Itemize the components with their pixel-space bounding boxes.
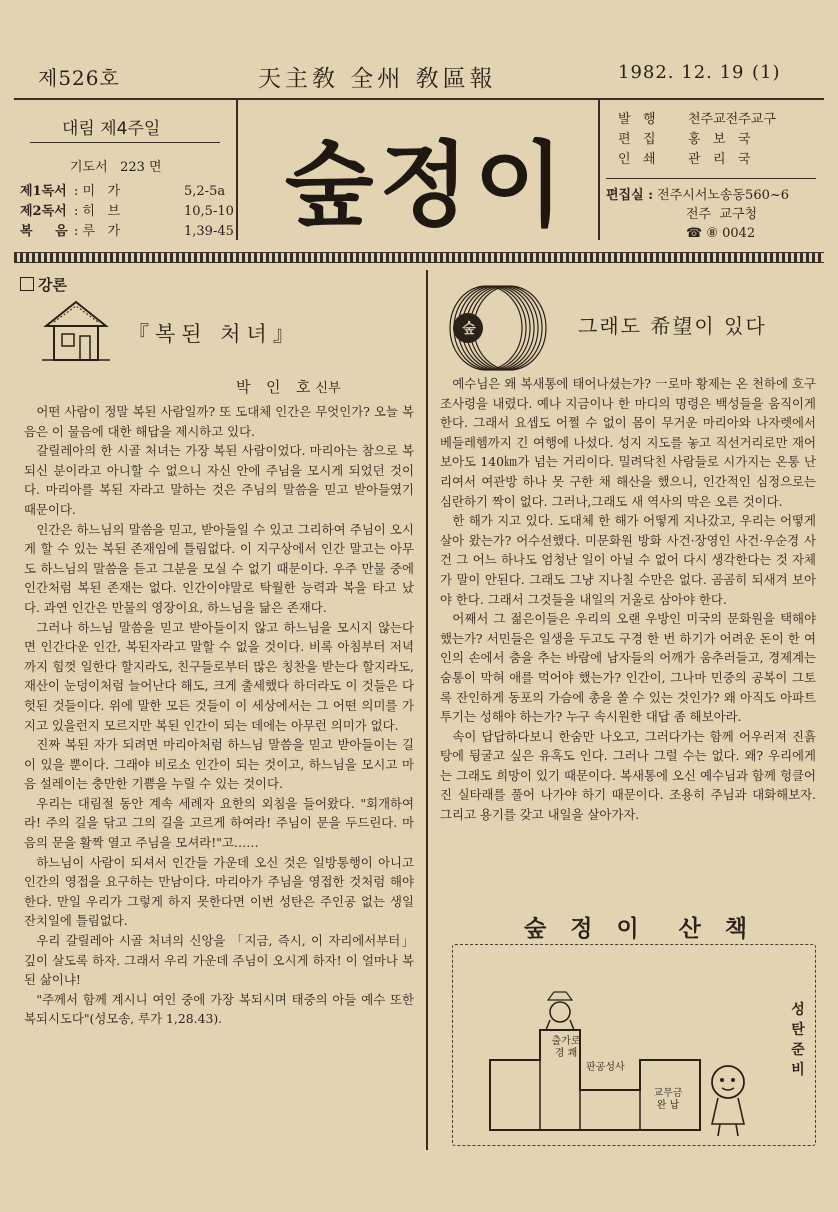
essay-body — [440, 374, 816, 825]
office-address: 전주시서노송동560~6 — [657, 188, 790, 203]
paragraph: 하느님이 사람이 되셔서 인간들 가운데 오신 것은 일방통행이 아니고 인간의 영접을 요구하는 만남이다. 마리아가 주님을 영접한 것처럼 해야 한다. 만일 우리가 그렇게 하지 못한다면 이번 성탄은 주인공 없는 생일잔치일에 틀림없다. — [24, 854, 414, 929]
masthead-stripe — [14, 252, 824, 263]
sermon-body — [24, 402, 414, 1029]
publisher-role: 인 쇄 — [618, 152, 656, 167]
paragraph: 그러나 하느님 말씀을 믿고 받아들이지 않고 하느님을 모시지 않는다면 인간다운 인간, 복된자라고 말할 수 없을 것이다. 비록 아침부터 저녁까지 힘껏 일한다 할지라도, 친구들로부터 많은 칭찬을 받는다 할지라도, 재산이 눈덩이처럼 늘어난다 해도, 크게 출세했다 하더라도 이 것들은 다 헛된 것들이다. 위에 말한 모든 것들이 이 세상에서는 그 어떤 의미를 가지고 있을런지 모르지만 복된 인간이 되는 데에는 아무런 의미가 없다. — [24, 619, 414, 733]
cartoon-title: 숲 정 이 산 책 — [524, 916, 756, 942]
reading-label: 제1독서 — [20, 184, 67, 199]
section-name: 강론 — [38, 276, 67, 294]
week-rule — [30, 142, 220, 143]
reading-book: : 루 가 — [74, 224, 121, 239]
reading-book: : 미 가 — [74, 184, 121, 199]
author-role: 신부 — [315, 381, 341, 396]
section-label — [20, 274, 67, 295]
publisher-name: 홍 보 국 — [688, 132, 751, 147]
reading-ref: 1,39-45 — [184, 224, 234, 239]
paragraph: 인간은 하느님의 말씀을 믿고, 받아들일 수 있고 그리하여 주님이 오시게 할 수 있는 복된 존재임에 틀림없다. 이 지구상에서 인간 말고는 아무도 하느님의 말씀을 듣고 그분을 모실 수 없기 때문이다. 우주 만물 중에 인간처럼 복된 존재는 없다. 인간이야말로 탁월한 능력과 복을 타고 났다. 과연 인간은 만물의 영장이요, 하느님을 닮은 존재다. — [24, 521, 414, 615]
column-divider — [426, 270, 428, 1150]
publisher-row — [618, 130, 776, 150]
paragraph: 예수님은 왜 복새통에 태어나셨는가? 一로마 황제는 온 천하에 호구 조사령을 내렸다. 예나 지금이나 한 마디의 명령은 백성들을 움직이게 한다. 그래서 요셉도 어쩔 수 없이 몸이 무거운 마리아와 나자렛에서 베들레헴까지 긴 여행에 나섰다. 성지 지도를 놓고 직선거리로만 재어 보아도 140㎞가 넘는 거리이다. 밀려닥친 사람들로 시가지는 온통 난리여서 여관방 하나 못 구한 채 해산을 했으니, 인간적인 심정으로는 심란하기 짝이 없다. 그러나,그래도 새 역사의 막은 오른 것이다. — [440, 376, 816, 509]
article-title: 『복된 처녀』 — [128, 322, 300, 346]
masthead-title: 숲정이 — [284, 132, 570, 239]
publisher-role: 편 집 — [618, 132, 656, 147]
issue-number: 제526호 — [38, 66, 120, 90]
publisher-rule — [606, 178, 816, 179]
publisher-name: 천주교전주교구 — [688, 112, 776, 127]
prayer-book-page: 기도서 223 면 — [70, 160, 162, 175]
reading-label: 복 음 — [20, 224, 68, 239]
checkbox-icon — [20, 277, 34, 291]
office-address-2: 전주 교구청 — [686, 207, 758, 222]
publisher-role: 발 행 — [618, 112, 656, 127]
reading-book: : 히 브 — [74, 204, 121, 219]
masthead-right-divider — [598, 100, 600, 240]
page-number: (1) — [752, 62, 781, 83]
author-name: 박 인 호 — [236, 378, 313, 396]
essay-title: 그래도 希望이 있다 — [578, 314, 767, 338]
reading-ref: 5,2-5a — [184, 184, 226, 199]
paragraph: "주께서 함께 계시니 여인 중에 가장 복되시며 태중의 아들 예수 또한 복되시도다"(성모송, 루가 1,28.43). — [24, 991, 414, 1027]
step-label-confession-top: 출가로 경 쾌 — [551, 1036, 581, 1059]
paragraph: 갈릴레아의 한 시골 처녀는 가장 복된 사람이었다. 마리아는 참으로 복되신 분이라고 아니할 수 없으니 자신 안에 주님을 모시게 되었던 것이다. 마리아를 복된 자라고 말하는 것은 주님의 말씀을 믿고 받아들였기 때문이다. — [24, 443, 414, 517]
paragraph: 속이 답답하다보니 한숨만 나오고, 그러다가는 함께 어우러져 진흙탕에 뒹굴고 싶은 유혹도 인다. 그러나 그럴 수는 없다. 왜? 우리에게는 그래도 희망이 있기 때문이다. 복새통에 오신 예수님과 함께 헝클어진 실타래를 풀어 나가야 하기 때문이다. 조용히 주님과 대화해보자. 그리고 용기를 갖고 내일을 살아가자. — [440, 728, 816, 823]
liturgical-week: 대림 제4주일 — [62, 119, 161, 139]
house-icon — [40, 298, 112, 364]
reading-gospel — [20, 220, 234, 239]
reading-2 — [20, 200, 234, 219]
paragraph: 어째서 그 젊은이들은 우리의 오랜 우방인 미국의 문화원을 택해야 했는가? 서민들은 일생을 두고도 구경 한 번 하기가 어려운 돈이 한 여인의 손에서 춤을 추는 바람에 남자들의 어깨가 움추러들고, 경제계는 숨통이 막혀 애를 먹어야 했는가? 인간이, 그나마 민중의 공복이 그토록 잔인하게 동포의 가슴에 총을 쏠 수 있는 것인가? 왜 아직도 아파트 투기는 성해야 하는가? 누구 속시원한 대답 좀 해보아라. — [440, 611, 816, 725]
paragraph: 우리는 대림절 동안 계속 세례자 요한의 외침을 들어왔다. "회개하여라! 주의 길을 닦고 그의 길을 고르게 하여라! 주님이 문을 두드린다. 마음의 문을 활짝 열고 주님을 모셔라!"고…… — [24, 795, 414, 851]
publisher-row — [618, 150, 776, 170]
paragraph: 우리 갈릴레아 시골 처녀의 신앙을 「지금, 즉시, 이 자리에서부터」 깊이 살도록 하자. 그래서 우리 가운데 주님이 오시게 하자! 이 얼마나 복된 삶이냐! — [24, 933, 414, 988]
reading-1 — [20, 180, 225, 199]
paragraph: 진짜 복된 자가 되려면 마리아처럼 하느님 말씀을 믿고 받아들이는 길이 있을 뿐이다. 그래야 비로소 인간이 되는 것이고, 하느님을 모시고 마음 설레이는 충만한 기쁨을 누릴 수 있는 것이다. — [24, 737, 414, 792]
editorial-office — [606, 186, 789, 205]
step-label-dues: 교무금 완 납 — [653, 1088, 683, 1111]
header-rule — [14, 98, 824, 100]
reading-label: 제2독서 — [20, 204, 67, 219]
paragraph: 한 해가 지고 있다. 도대체 한 해가 어떻게 지나갔고, 우리는 어떻게 살아 왔는가? 어수선했다. 미문화원 방화 사건·장영인 사건·우순경 사건 그 어느 하나도 엄청난 일이 아닐 수 없어 다시 생각한다는 것 자체가 말이 안된다. 그래도 그냥 지나칠 수만은 없다. 곰곰히 되새겨 보아야 한다. 그래서 그것들을 내일의 거울로 삼아야 한다. — [440, 513, 816, 607]
publication-org: 天主敎 全州 敎區報 — [258, 66, 497, 92]
issue-date: 1982. 12. 19 — [618, 62, 745, 83]
cartoon-side-label: 성탄준비 — [791, 1002, 805, 1078]
publisher-row — [618, 110, 776, 130]
masthead-left-divider — [236, 100, 238, 240]
child-figure-icon — [700, 1060, 756, 1140]
step-label-confession: 판공성사 — [586, 1062, 625, 1073]
office-phone: ☎ ⑧ 0042 — [686, 226, 756, 241]
office-label: 편집실 : — [606, 188, 653, 203]
logo-badge: 숲 — [462, 321, 476, 337]
reading-ref: 10,5-10 — [184, 204, 234, 219]
publisher-info — [618, 110, 776, 170]
paragraph: 어떤 사람이 정말 복된 사람일까? 또 도대체 인간은 무엇인가? 오늘 복음은 이 물음에 대한 해답을 제시하고 있다. — [24, 404, 414, 439]
publisher-name: 관 리 국 — [688, 152, 751, 167]
article-byline — [236, 376, 341, 397]
